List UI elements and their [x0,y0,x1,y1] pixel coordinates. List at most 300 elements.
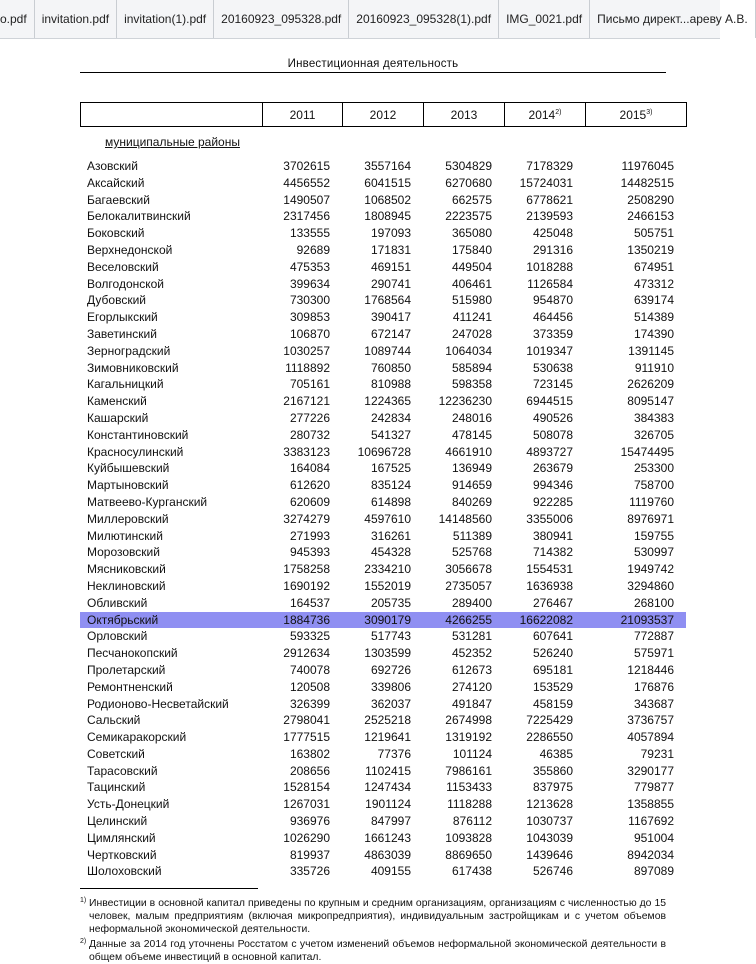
footnote-1 [80,894,666,936]
table-row[interactable] [80,444,686,461]
value-2011: 208656 [289,763,330,778]
table-row[interactable] [80,528,686,545]
table-row[interactable] [80,276,686,293]
table-row[interactable] [80,796,686,813]
value-2011: 705161 [289,377,330,392]
value-2012: 1901124 [365,797,411,812]
district-name: Неклиновский [87,578,166,593]
value-2012: 541327 [370,427,411,442]
value-2014: 1018288 [526,259,573,274]
value-2011: 280732 [289,427,330,442]
value-2014: 695181 [532,662,573,677]
value-2011: 335726 [289,864,330,879]
value-2013: 478145 [451,427,492,442]
value-2013: 1319192 [445,730,492,745]
value-2013: 1093828 [445,830,492,845]
value-2012: 1219641 [364,730,411,745]
table-row[interactable] [80,158,686,175]
tab-letter-pdf[interactable]: Письмо директ...ареву А.В. [590,0,756,38]
value-2011: 1026290 [283,830,330,845]
value-2013: 5304829 [445,159,492,173]
value-2014: 263679 [532,461,573,476]
tab-img-0021-pdf[interactable]: IMG_0021.pdf [499,0,590,38]
value-2014: 1213628 [526,797,573,812]
value-2012: 1808945 [364,209,411,224]
table-row[interactable] [80,175,686,192]
table-row[interactable] [80,696,686,713]
value-2015: 384383 [633,410,674,425]
footnote-mark: 2) [555,108,562,116]
value-2012: 3090179 [342,612,423,629]
value-2014: 954870 [532,293,573,308]
value-2012: 290741 [370,276,411,291]
value-2013: 1118288 [447,797,492,812]
value-2014: 714382 [532,545,573,560]
value-2011: 1118892 [285,360,330,375]
value-2013: 289400 [451,595,492,610]
value-2012: 469151 [370,259,411,274]
value-2015: 79231 [640,746,674,761]
footnote-text: Данные за 2014 год уточнены Росстатом с учетом изменений объемов неформальной экономической деятельности в общем объеме инвестиций в основной капитал. [89,939,666,964]
table-row[interactable] [80,326,686,343]
value-2015: 326705 [633,427,674,442]
table-row[interactable] [80,729,686,746]
value-2013: 598358 [451,377,492,392]
value-2012: 1768564 [364,293,411,308]
value-2014: 530638 [532,360,573,375]
value-2014: 1554531 [526,562,573,577]
districts-table-body [80,158,686,880]
value-2015: 3290177 [627,763,674,778]
value-2015: 1218446 [627,662,674,677]
value-2011: 475353 [289,259,330,274]
value-2015: 575971 [633,646,674,661]
value-2013: 101124 [452,746,492,761]
footnote-mark: 2) [80,938,87,945]
district-name: Ремонтненский [87,679,173,694]
value-2011: 2317456 [283,209,330,224]
value-2013: 662575 [451,192,492,207]
district-name: Морозовский [87,545,160,560]
value-2015: 8976971 [627,511,674,526]
value-2012: 1247434 [364,780,411,795]
footnote-text: Инвестиции в основной капитал приведены по крупным и средним организациям, организациям с численностью до 15 человек, малым предприятиям (включая микропредприятия), индивидуальным застройщикам и с учетом объемов неформальной экономической деятельности. [89,898,666,936]
value-2014: 490526 [532,410,573,425]
district-name: Песчанокопский [87,646,178,661]
district-name: Октябрьский [80,612,262,629]
value-2012: 2334210 [364,562,411,577]
value-2011: 1528154 [283,780,330,795]
value-2015: 1119760 [629,494,674,509]
value-2012: 390417 [370,310,411,325]
value-2014: 464456 [532,310,573,325]
value-2011: 1884736 [262,612,342,629]
table-row[interactable] [80,544,686,561]
value-2012: 3557164 [364,159,411,173]
value-2011: 92689 [296,242,330,257]
district-name: Белокалитвинский [87,209,191,224]
district-name: Заветинский [87,326,157,341]
value-2011: 164537 [289,595,330,610]
value-2014: 153529 [532,679,573,694]
value-2012: 409155 [370,864,411,879]
table-row[interactable] [80,259,686,276]
district-name: Дубовский [87,293,146,308]
table-row[interactable] [80,376,686,393]
value-2012: 760850 [370,360,411,375]
value-2011: 399634 [289,276,330,291]
district-name: Милютинский [87,528,163,543]
district-name: Обливский [87,595,148,610]
tab-o-pdf[interactable]: o.pdf [0,0,35,38]
table-row[interactable] [80,393,686,410]
table-row[interactable] [80,595,686,612]
footnote-2 [80,935,666,964]
value-2014: 3355006 [526,511,573,526]
table-row[interactable] [80,612,686,629]
value-2013: 136949 [451,461,492,476]
table-row[interactable] [80,830,686,847]
table-row[interactable] [80,863,686,880]
district-name: Верхнедонской [87,242,173,257]
table-row[interactable] [80,712,686,729]
value-2015: 4057894 [627,730,674,745]
district-name: Боковский [87,226,145,241]
value-2013: 840269 [451,494,492,509]
tab-20160923-pdf[interactable]: 20160923_095328.pdf [214,0,349,38]
district-name: Шолоховский [87,864,162,879]
value-2015: 758700 [633,478,674,493]
district-name: Пролетарский [87,662,166,677]
value-2011: 740078 [289,662,330,677]
value-2014: 355860 [532,763,573,778]
value-2013: 4266255 [423,612,504,629]
table-row[interactable] [80,360,686,377]
value-2014: 6944515 [526,394,573,409]
tab-invitation-1-pdf[interactable]: invitation(1).pdf [117,0,214,38]
table-row[interactable] [80,779,686,796]
value-2012: 362037 [370,696,411,711]
value-2015: 14482515 [620,175,674,190]
district-name: Семикаракорский [87,730,187,745]
value-2013: 4661910 [445,444,492,459]
district-name: Сальский [87,713,141,728]
district-name: Миллеровский [87,511,169,526]
district-name: Целинский [87,814,148,829]
value-2015: 505751 [633,226,674,241]
value-2013: 491847 [451,696,492,711]
value-2012: 614898 [370,494,411,509]
value-2012: 242834 [370,410,411,425]
value-2011: 1490507 [283,192,330,207]
value-2011: 1267031 [283,797,330,812]
value-2013: 248016 [451,410,492,425]
district-name: Веселовский [87,259,159,274]
value-2012: 1303599 [364,646,411,661]
value-2013: 876112 [452,814,492,829]
value-2013: 274120 [451,679,492,694]
table-row[interactable] [80,208,686,225]
value-2012: 1661243 [364,830,411,845]
value-2014: 1636938 [526,578,573,593]
value-2011: 1777515 [283,730,330,745]
value-2011: 3383123 [283,444,330,459]
value-2012: 77376 [377,746,411,761]
value-2014: 723145 [532,377,573,392]
value-2015: 2466153 [627,209,674,224]
district-name: Егорлыкский [87,310,158,325]
value-2011: 163802 [289,746,330,761]
value-2011: 2167121 [283,394,330,409]
value-2014: 526240 [532,646,573,661]
value-2015: 1167692 [628,814,674,829]
value-2011: 277226 [289,410,330,425]
value-2013: 247028 [451,326,492,341]
value-2011: 612620 [289,478,330,493]
value-2014: 4893727 [526,444,573,459]
header-year-2014: 2014$^{2)}$ [505,103,586,127]
value-2015: 1350219 [627,242,674,257]
table-row[interactable] [80,477,686,494]
value-2014: 7178329 [526,159,573,173]
table-row[interactable] [80,292,686,309]
value-2015: 897089 [633,864,674,879]
value-2012: 4597610 [364,511,411,526]
value-2015: 268100 [633,595,674,610]
table-row[interactable] [80,847,686,864]
value-2014: 2286550 [526,730,573,745]
value-2015: 8942034 [627,847,674,862]
value-2014: 1439646 [526,847,573,862]
value-2011: 2912634 [283,646,330,661]
table-row[interactable] [80,746,686,763]
value-2013: 531281 [451,629,492,644]
value-2015: 3294860 [627,578,674,593]
value-2015: 1949742 [627,562,674,577]
district-name: Константиновский [87,427,189,442]
table-row[interactable] [80,225,686,242]
header-year-2011: 2011 [263,103,343,127]
table-row[interactable] [80,561,686,578]
value-2011: 1030257 [283,343,330,358]
value-2011: 164084 [289,461,330,476]
district-name: Красносулинский [87,444,184,459]
table-row[interactable] [80,813,686,830]
value-2014: 922285 [532,494,573,509]
table-row[interactable] [80,242,686,259]
value-2013: 452352 [451,646,492,661]
value-2013: 1153433 [446,780,492,795]
district-name: Азовский [87,159,138,173]
district-name: Мясниковский [87,562,166,577]
value-2011: 133555 [289,226,330,241]
value-2012: 454328 [370,545,411,560]
value-2012: 835124 [370,478,411,493]
district-name: Волгодонской [87,276,165,291]
table-row[interactable] [80,645,686,662]
value-2012: 171831 [370,242,411,257]
value-2015: 779877 [633,780,674,795]
value-2015: 639174 [633,293,674,308]
value-2013: 3056678 [445,562,492,577]
tab-bar [0,0,748,39]
value-2012: 316261 [370,528,411,543]
district-name: Аксайский [87,175,145,190]
value-2012: 810988 [370,377,411,392]
value-2013: 612673 [451,662,492,677]
district-name: Кагальницкий [87,377,164,392]
table-row[interactable] [80,511,686,528]
value-2015: 15474495 [620,444,674,459]
value-2013: 585894 [451,360,492,375]
value-2011: 730300 [289,293,330,308]
value-2013: 406461 [451,276,492,291]
value-2015: 343687 [633,696,674,711]
tab-20160923-1-pdf[interactable]: 20160923_095328(1).pdf [349,0,499,38]
value-2015: 951004 [633,830,674,845]
table-row[interactable] [80,494,686,511]
table-row[interactable] [80,309,686,326]
district-name: Усть-Донецкий [87,797,170,812]
value-2012: 1102415 [365,763,411,778]
footnote-mark: 1) [80,897,87,904]
value-2014: 276467 [532,595,573,610]
value-2014: 1019347 [526,343,573,358]
value-2013: 8869650 [445,847,492,862]
value-2014: 373359 [532,326,573,341]
district-name: Зерноградский [87,343,171,358]
value-2013: 14148560 [438,511,492,526]
year-header-table [80,102,687,127]
value-2012: 2525218 [364,713,411,728]
district-name: Мартыновский [87,478,169,493]
value-2013: 365080 [451,226,492,241]
value-2015: 1358855 [627,797,674,812]
district-name: Тарасовский [87,763,158,778]
value-2011: 106870 [289,326,330,341]
table-row[interactable] [80,628,686,645]
value-2013: 12236230 [438,394,492,409]
value-2011: 120508 [289,679,330,694]
value-2015: 3736757 [627,713,674,728]
value-2015: 2508290 [627,192,674,207]
year-header-row [81,103,687,127]
value-2011: 819937 [289,847,330,862]
district-name: Родионово-Несветайский [87,696,229,711]
value-2014: 15724031 [519,175,573,190]
value-2015: 176876 [633,679,674,694]
value-2012: 6041515 [364,175,411,190]
value-2013: 175840 [451,242,492,257]
table-row[interactable] [80,410,686,427]
district-name: Орловский [87,629,148,644]
tab-invitation-pdf[interactable]: invitation.pdf [35,0,117,38]
value-2011: 620609 [289,494,330,509]
table-row[interactable] [80,578,686,595]
value-2011: 3702615 [283,159,330,173]
value-2013: 7986161 [445,763,492,778]
value-2013: 914659 [451,478,492,493]
value-2011: 1758258 [283,562,330,577]
value-2013: 515980 [451,293,492,308]
value-2015: 530997 [633,545,674,560]
value-2015: 21093537 [585,612,686,629]
value-2013: 6270680 [445,175,492,190]
header-year-2012: 2012 [343,103,424,127]
value-2014: 526746 [532,864,573,879]
value-2012: 197093 [370,226,411,241]
value-2012: 167525 [370,461,411,476]
value-2011: 309853 [289,310,330,325]
value-2011: 936976 [289,814,330,829]
value-2013: 449504 [451,259,492,274]
table-row[interactable] [80,192,686,209]
table-row[interactable] [80,763,686,780]
value-2011: 271993 [289,528,330,543]
table-row[interactable] [80,460,686,477]
value-2011: 326399 [289,696,330,711]
header-year-2015: 2015$^{3)}$ [586,103,687,127]
value-2011: 2798041 [283,713,330,728]
district-name: Тацинский [87,780,146,795]
district-name: Куйбышевский [87,461,170,476]
value-2014: 607641 [532,629,573,644]
value-2014: 291316 [532,242,573,257]
value-2015: 1391145 [628,343,674,358]
table-row[interactable] [80,427,686,444]
value-2013: 525768 [451,545,492,560]
value-2011: 1690192 [283,578,330,593]
value-2011: 4456552 [283,175,330,190]
district-name: Зимовниковский [87,360,179,375]
value-2013: 2735057 [445,578,492,593]
value-2015: 514389 [633,310,674,325]
district-name: Кашарский [87,410,149,425]
header-year-2013: 2013 [424,103,505,127]
district-name: Цимлянский [87,830,156,845]
value-2015: 11976045 [621,159,674,173]
value-2015: 8095147 [627,394,674,409]
table-row[interactable] [80,679,686,696]
section-label: муниципальные районы [105,135,240,149]
value-2012: 692726 [370,662,411,677]
value-2011: 593325 [289,629,330,644]
footnote-rule [80,888,258,889]
page-title: Инвестиционная деятельность [287,58,459,70]
value-2014: 837975 [532,780,573,795]
value-2013: 617438 [451,864,492,879]
value-2013: 2223575 [445,209,492,224]
district-name: Матвеево-Курганский [87,494,208,509]
value-2013: 411241 [452,310,492,325]
value-2012: 205735 [370,595,411,610]
value-2015: 253300 [633,461,674,476]
table-row[interactable] [80,662,686,679]
value-2012: 847997 [370,814,411,829]
value-2014: 994346 [532,478,573,493]
district-name: Каменский [87,394,147,409]
value-2011: 945393 [289,545,330,560]
districts-table [80,158,686,880]
value-2015: 473312 [633,276,674,291]
value-2014: 7225429 [526,713,573,728]
value-2013: 2674998 [445,713,492,728]
value-2014: 1043039 [526,830,573,845]
value-2015: 674951 [633,259,674,274]
value-2014: 380941 [532,528,573,543]
district-name: Багаевский [87,192,150,207]
table-row[interactable] [80,343,686,360]
